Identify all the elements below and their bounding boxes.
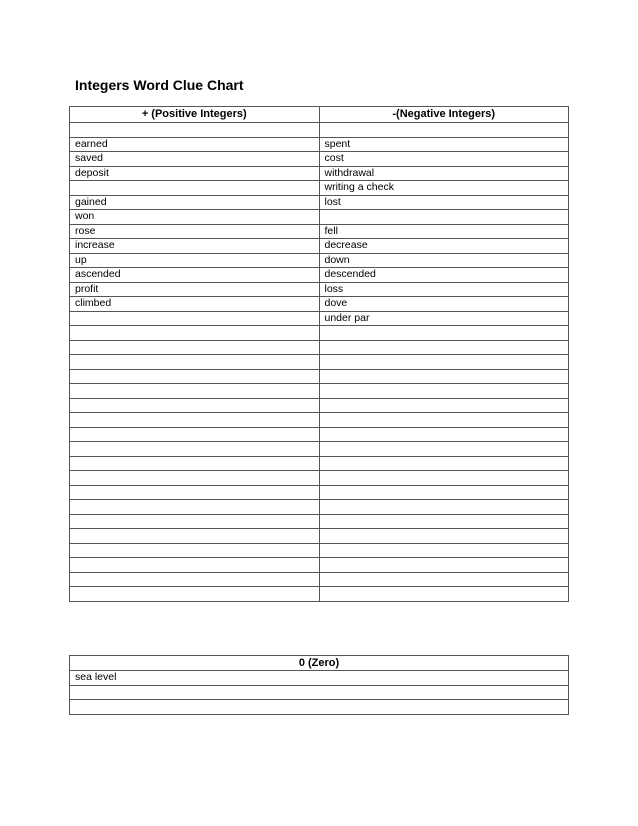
positive-word-cell: [70, 442, 320, 457]
zero-word-cell: [70, 700, 569, 715]
table-row: [70, 485, 569, 500]
positive-word-cell: gained: [70, 195, 320, 210]
positive-word-cell: up: [70, 253, 320, 268]
zero-word-cell: [70, 685, 569, 700]
positive-word-cell: [70, 456, 320, 471]
table-row: [70, 587, 569, 602]
negative-word-cell: fell: [319, 224, 569, 239]
negative-word-cell: down: [319, 253, 569, 268]
table-row: [70, 311, 569, 326]
negative-word-cell: [319, 413, 569, 428]
positive-word-cell: saved: [70, 152, 320, 167]
table-row: [70, 558, 569, 573]
negative-word-cell: writing a check: [319, 181, 569, 196]
negative-word-cell: decrease: [319, 239, 569, 254]
table-row: [70, 123, 569, 138]
negative-word-cell: under par: [319, 311, 569, 326]
table-row: [70, 543, 569, 558]
table-row: [70, 181, 569, 196]
positive-word-cell: [70, 311, 320, 326]
negative-integers-header: -(Negative Integers): [319, 107, 569, 123]
negative-word-cell: descended: [319, 268, 569, 283]
table-row: [70, 572, 569, 587]
table-row: [70, 456, 569, 471]
table-row: [70, 297, 569, 312]
negative-word-cell: [319, 427, 569, 442]
zero-header-row: [70, 656, 569, 671]
negative-word-cell: [319, 514, 569, 529]
positive-word-cell: [70, 543, 320, 558]
negative-word-cell: [319, 355, 569, 370]
table-row: [70, 282, 569, 297]
table-row: [70, 529, 569, 544]
negative-word-cell: [319, 529, 569, 544]
positive-word-cell: [70, 413, 320, 428]
negative-word-cell: [319, 210, 569, 225]
table-row: [70, 442, 569, 457]
negative-word-cell: [319, 500, 569, 515]
positive-word-cell: increase: [70, 239, 320, 254]
positive-word-cell: profit: [70, 282, 320, 297]
table-row: [70, 137, 569, 152]
negative-word-cell: [319, 442, 569, 457]
positive-word-cell: [70, 340, 320, 355]
negative-word-cell: lost: [319, 195, 569, 210]
positive-word-cell: [70, 485, 320, 500]
zero-header: 0 (Zero): [70, 656, 569, 671]
header-row: [70, 107, 569, 123]
positive-word-cell: [70, 558, 320, 573]
negative-word-cell: [319, 340, 569, 355]
positive-word-cell: rose: [70, 224, 320, 239]
table-row: [70, 210, 569, 225]
table-row: [70, 427, 569, 442]
positive-word-cell: [70, 514, 320, 529]
table-row: [70, 471, 569, 486]
table-row: [70, 671, 569, 686]
positive-word-cell: [70, 181, 320, 196]
table-row: [70, 340, 569, 355]
positive-word-cell: [70, 355, 320, 370]
negative-word-cell: [319, 456, 569, 471]
negative-word-cell: [319, 543, 569, 558]
positive-word-cell: earned: [70, 137, 320, 152]
table-row: [70, 253, 569, 268]
negative-word-cell: cost: [319, 152, 569, 167]
table-row: [70, 166, 569, 181]
negative-word-cell: [319, 123, 569, 138]
negative-word-cell: loss: [319, 282, 569, 297]
negative-word-cell: [319, 326, 569, 341]
negative-word-cell: [319, 384, 569, 399]
positive-word-cell: [70, 326, 320, 341]
positive-word-cell: [70, 123, 320, 138]
negative-word-cell: withdrawal: [319, 166, 569, 181]
positive-word-cell: climbed: [70, 297, 320, 312]
positive-word-cell: [70, 500, 320, 515]
positive-word-cell: won: [70, 210, 320, 225]
negative-word-cell: [319, 369, 569, 384]
negative-word-cell: [319, 398, 569, 413]
negative-word-cell: [319, 587, 569, 602]
table-row: [70, 239, 569, 254]
positive-word-cell: [70, 587, 320, 602]
negative-word-cell: [319, 471, 569, 486]
table-row: [70, 195, 569, 210]
positive-integers-header: + (Positive Integers): [70, 107, 320, 123]
table-row: [70, 384, 569, 399]
positive-word-cell: [70, 471, 320, 486]
table-row: [70, 700, 569, 715]
negative-word-cell: dove: [319, 297, 569, 312]
table-row: [70, 224, 569, 239]
table-row: [70, 413, 569, 428]
positive-word-cell: [70, 572, 320, 587]
table-row: [70, 500, 569, 515]
negative-word-cell: [319, 558, 569, 573]
table-row: [70, 152, 569, 167]
zero-word-cell: sea level: [70, 671, 569, 686]
table-row: [70, 685, 569, 700]
negative-word-cell: [319, 572, 569, 587]
table-row: [70, 268, 569, 283]
integers-word-chart: [69, 106, 569, 602]
positive-word-cell: [70, 398, 320, 413]
table-row: [70, 355, 569, 370]
positive-word-cell: ascended: [70, 268, 320, 283]
positive-word-cell: [70, 529, 320, 544]
table-row: [70, 369, 569, 384]
negative-word-cell: spent: [319, 137, 569, 152]
positive-word-cell: [70, 427, 320, 442]
zero-word-chart: [69, 655, 569, 715]
positive-word-cell: [70, 384, 320, 399]
table-row: [70, 398, 569, 413]
negative-word-cell: [319, 485, 569, 500]
page-title: Integers Word Clue Chart: [75, 77, 244, 93]
positive-word-cell: [70, 369, 320, 384]
table-row: [70, 514, 569, 529]
positive-word-cell: deposit: [70, 166, 320, 181]
table-row: [70, 326, 569, 341]
